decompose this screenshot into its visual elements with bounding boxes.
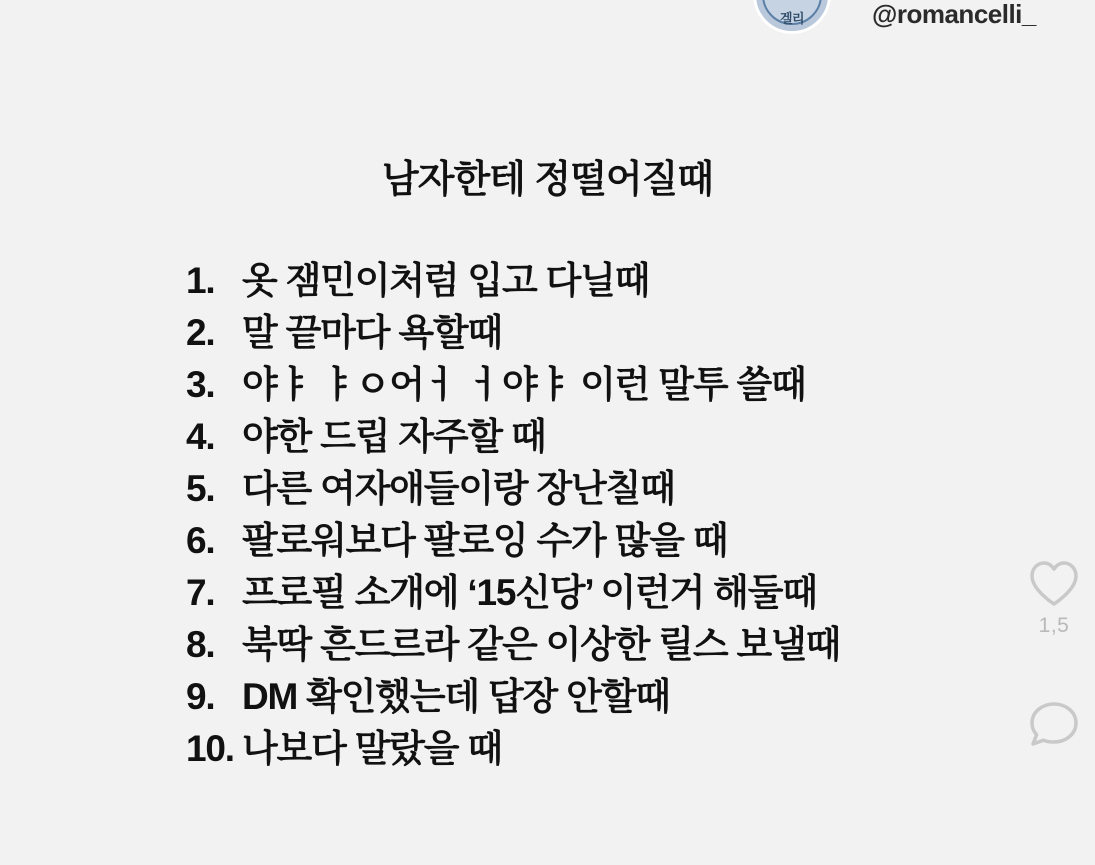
list-item-text: 야ㅑ ㅑㅇ어ㅓ ㅓ야ㅑ 이런 말투 쓸때 [242, 364, 806, 405]
reasons-list [186, 262, 1046, 782]
list-item [186, 366, 1046, 403]
list-item-text: 야한 드립 자주할 때 [242, 416, 546, 457]
list-item [186, 418, 1046, 455]
list-item-text: 북딱 흔드르라 같은 이상한 릴스 보낼때 [242, 624, 841, 665]
list-item-number: 2. [186, 312, 215, 353]
list-item [186, 626, 1046, 663]
page-title: 남자한테 정떨어질때 [382, 159, 713, 201]
list-item-text: DM 확인했는데 답장 안할때 [242, 676, 670, 717]
list-item-number: 7. [186, 572, 215, 613]
list-item-text: 프로필 소개에 ‘15신당’ 이런거 해둘때 [242, 572, 817, 613]
list-item-text: 팔로워보다 팔로잉 수가 많을 때 [242, 520, 728, 561]
list-item-number: 6. [186, 520, 215, 561]
list-item [186, 470, 1046, 507]
list-item [186, 522, 1046, 559]
list-item-number: 10. [186, 728, 234, 769]
list-item-number: 5. [186, 468, 215, 509]
list-item-text: 다른 여자애들이랑 장난칠때 [242, 468, 675, 509]
like-count: 1,5 [1038, 614, 1070, 637]
list-item [186, 262, 1046, 299]
list-item [186, 574, 1046, 611]
list-item [186, 678, 1046, 715]
list-item-number: 1. [186, 260, 215, 301]
account-handle[interactable]: @romancelli_ [872, 0, 1036, 29]
list-item-text: 옷 잼민이처럼 입고 다닐때 [242, 260, 650, 301]
list-item-number: 8. [186, 624, 215, 665]
list-item-number: 3. [186, 364, 215, 405]
avatar-label: 겔리 [779, 11, 805, 26]
list-item-number: 9. [186, 676, 215, 717]
list-item-text: 말 끝마다 욕할때 [242, 312, 502, 353]
list-item [186, 314, 1046, 351]
list-item [186, 730, 1046, 767]
list-item-number: 4. [186, 416, 215, 457]
list-item-text: 나보다 말랐을 때 [242, 728, 502, 769]
